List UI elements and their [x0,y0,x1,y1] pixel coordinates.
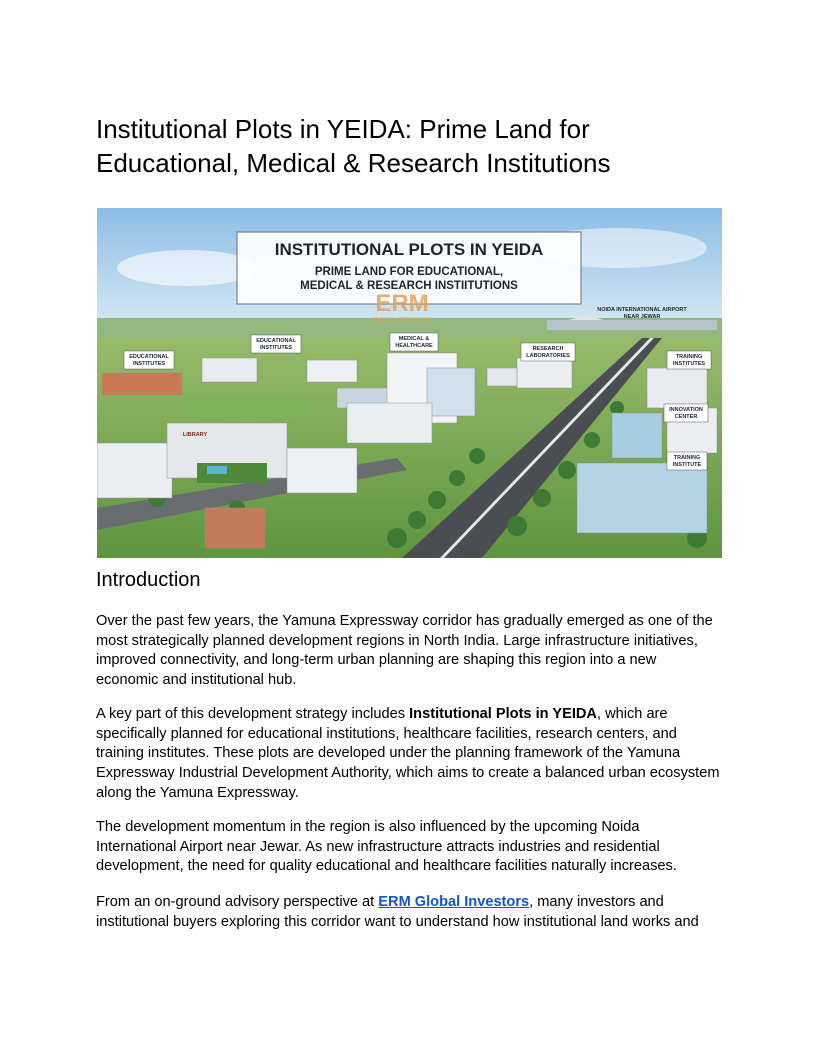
paragraph-2-bold: Institutional Plots in YEIDA [409,706,597,722]
label-educational-2b: INSTITUTES [259,345,293,351]
erm-global-investors-link[interactable]: ERM Global Investors [378,894,530,910]
label-training-b: INSTITUTES [672,361,706,367]
label-innovation-b: CENTER [674,414,698,420]
hero-heading: INSTITUTIONAL PLOTS IN YEIDA [274,240,544,259]
paragraph-2-text-b: , which are specifically planned for educational institutions, healthcare facilities, research centers, and training institutes. These plots are developed under the planning framework of the Yamuna Expressway Industrial Development Authority, which aims to create a balanced urban ecosystem along the Yamuna Expressway. [96,706,720,801]
label-training-2: TRAINING [673,455,701,461]
label-educational-2: EDUCATIONAL [256,338,296,344]
paragraph-2 [96,705,722,804]
hero-subheading-2: MEDICAL & RESEARCH INSTIITUTIONS [300,280,518,292]
erm-logo-sub: GLOBAL INVESTORS [371,317,433,323]
paragraph-2-text-a: A key part of this development strategy includes [96,706,410,722]
label-research-b: LABORATORIES [526,353,570,359]
paragraph-4-text-a: From an on-ground advisory perspective at [96,894,379,910]
label-medical: MEDICAL & [398,336,430,342]
page-title: Institutional Plots in YEIDA: Prime Land for Educational, Medical & Research Institutions [96,114,611,178]
label-training: TRAINING [675,354,703,360]
label-innovation: INNOVATION [669,407,703,413]
label-library: LIBRARY [182,432,208,438]
erm-logo: ERM [375,290,429,317]
label-medical-b: HEALTHCARE [395,343,433,349]
label-research: RESEARCH [532,346,564,352]
label-educational-1b: INSTITUTES [132,361,166,367]
label-airport-1: NOIDA INTERNATIONAL AIRPORT [597,307,687,313]
paragraph-3: The development momentum in the region is also influenced by the upcoming Noida International Airport near Jewar. As new infrastructure attracts industries and residential development, the need for quality educational and healthcare facilities naturally increases. [96,819,677,875]
label-educational-1: EDUCATIONAL [129,354,169,360]
intro-heading: Introduction [96,569,201,591]
hero-subheading-1: PRIME LAND FOR EDUCATIONAL, [314,266,504,278]
paragraph-1: Over the past few years, the Yamuna Expressway corridor has gradually emerged as one of the most strategically planned development regions in North India. Large infrastructure initiatives, improved connectivity, and long-term urban planning are shaping this region into a new economic and institutional hub. [96,613,713,689]
hero-illustration [97,208,722,558]
label-airport-2: NEAR JEWAR [623,314,661,320]
paragraph-4 [96,893,722,932]
paragraph-4-text-b: , many investors and institutional buyers exploring this corridor want to understand how institutional land works and [96,894,699,930]
label-training-2b: INSTITUTE [672,462,702,468]
